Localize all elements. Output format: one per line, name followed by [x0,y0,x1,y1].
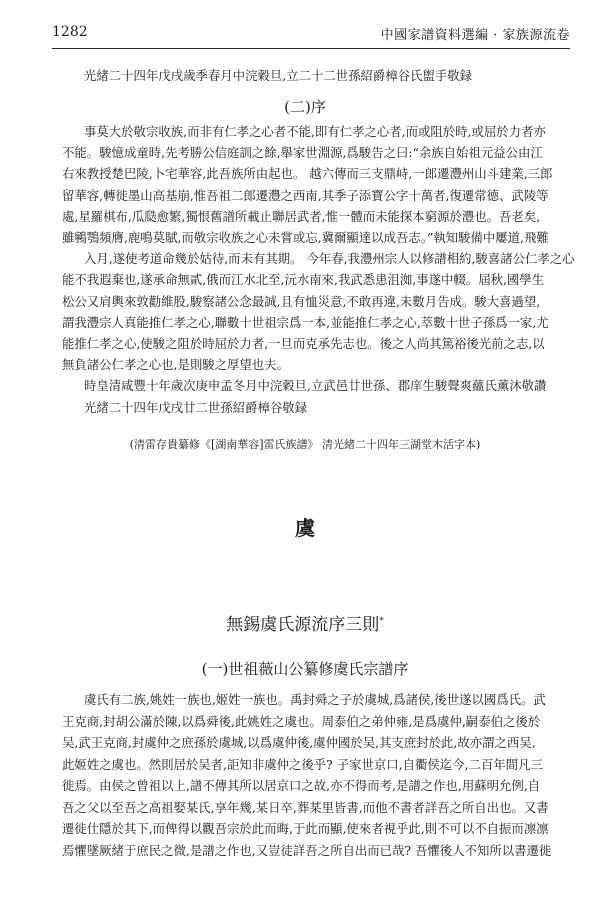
text-line: 處,星羅棋布,瓜瓞愈繁,獨恨舊譜所載止聯居武者,惟一體而未能探本窮源於灃也。吾老矣, [62,208,541,224]
text-line: 徙焉。由侯之曾祖以上,譜不傳其所以居京口之故,亦不得而考,是譜之作也,用蘇明允例,自 [62,778,541,793]
text-line: 遷徙仕隱於其下,而俾得以觀吾宗於此而晦,于此而顯,使來者視乎此,則不可以不自振而凛凛 [62,821,549,836]
text-line: 松公又肩輿來敦勸維股,駿察諸公念最誠,且有恤災意,不敢再違,未數月告成。駿大喜過望, [62,293,541,309]
text-line: 能不我遐棄也,遂承命無貳,俄而江水北至,沅水南來,我武悉患沮洳,事遂中輟。屆秋,國學生 [62,272,545,288]
header-rule [52,48,570,49]
text-line: 吴,武王克商,封虞仲之庶孫於虞城,以爲虞仲後,虞仲國於吴,其支庶封於此,故亦謂之西吴, [62,735,536,750]
page-header [52,24,570,46]
text-line: 雖鸋鶚頻膺,鹿鳴莫賦,而敬宗收族之心未嘗或忘,冀爾顯達以成吾志。”執知駿備中屢道,飛難 [62,230,549,245]
text-line: 謂我灃宗人真能推仁孝之心,聯數十世祖宗爲一本,並能推仁孝之心,萃數十世子孫爲一家,尤 [62,314,549,330]
footnote-mark: * [379,616,384,627]
text-line: 入月,遂使考道命幾於姑待,而未有其期。 今年春,我灃州宗人以修譜相約,駿喜諸公仁孝之心 [84,251,575,267]
article-title-text: 無錫虞氏源流序三則 [226,615,380,635]
colophon-line: 光緒二十四年戊戌歲季春月中浣穀旦,立二十二世孫紹爵樟谷氏盥手敬録 [84,68,473,83]
source-note: (清雷存貴纂修《[湖南華容]雷氏族譜》 清光緒二十四年三湖堂木活字本) [129,438,481,451]
surname-heading: 虞 [295,516,315,540]
section-heading: (二)序 [284,98,326,116]
text-line: 光緒二十四年戊戌廿二世孫紹爵樟谷敬録 [84,399,308,415]
text-line: 焉懼墜厥緒于庶民之微,是譜之作也,又豈徒詳吾之所自出而已哉? 吾懼後人不知所以書遷徙 [62,842,552,858]
text-line: 此姬姓之虞也。然則居於吴者,詎知非虞仲之後乎? 子家世京口,自衢侯迄今,二百年間凡三 [62,756,543,772]
text-line: 王克商,封胡公滿於陳,以爲舜後,此姚姓之虞也。周泰伯之弟仲雍,是爲虞仲,嗣泰伯之後於 [62,713,541,729]
text-line: 吾之父以至吾之高祖娶某氏,享年幾,某日卒,葬某里皆書,而他不書者詳吾之所自出也。又書 [62,799,549,815]
text-line: 無負諸公仁孝之心也,是則駿之厚望也夫。 [62,357,289,373]
text-line: 右來教授楚巴陵,卜宅華容,此吾族所由起也。 越六傳而三支鼎峙,一郎遷灃州山斗建業,三郎 [62,166,553,182]
article-title [0,610,610,635]
text-line: 不能。駿憶成童時,先考勝公信庭訓之餘,舉家世淵源,爲駿告之曰:“余族自始祖元益公由江 [62,145,543,161]
running-title: 中國家譜資料選編 · 家族源流卷 [380,28,570,43]
text-line: 時皇清咸豐十年歲次庚申孟冬月中浣穀旦,立武邑廿世孫、郡庠生駿聲爽蘊氏薰沐敬讚 [84,378,547,394]
text-line: 能推仁孝之心,使駿之阻於時屈於力者,一旦而克承先志也。後之人尚其篤裕後光前之志,以 [62,336,545,351]
text-line: 虞氏有二族,姚姓一族也,姬姓一族也。禹封舜之子於虞城,爲諸侯,後世遂以國爲氏。武 [84,692,546,707]
subsection-heading: (一)世祖薇山公纂修虞氏宗譜序 [201,660,409,678]
page-number: 1282 [52,24,88,40]
text-line: 留華容,轉徙墨山高基崩,惟吾祖二郎遷灃之西南,其季子添寶公字十萬者,復遷常德、武陵等 [62,187,549,203]
text-line: 事莫大於敬宗收族,而非有仁孝之心者不能,即有仁孝之心者,而或阻於時,或屈於力者亦 [84,124,546,139]
